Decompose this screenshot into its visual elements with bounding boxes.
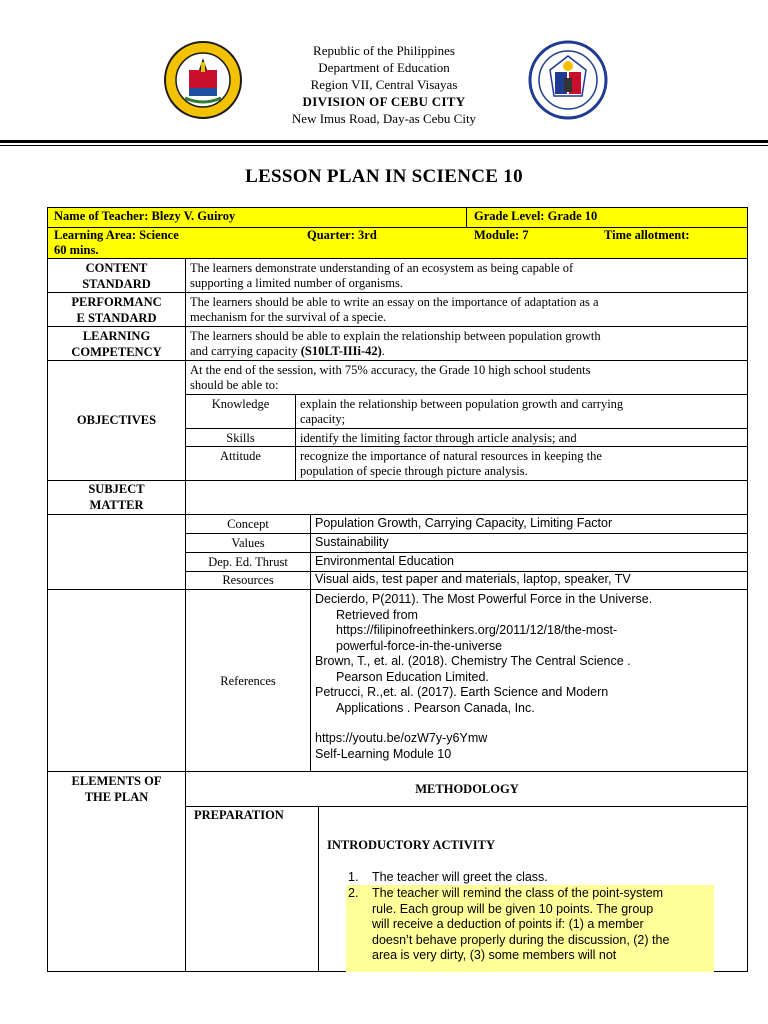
reference-line: Pearson Education Limited.: [336, 669, 489, 684]
step-1: [348, 870, 548, 886]
division-address: New Imus Road, Day-as Cebu City: [291, 111, 477, 126]
row-divider: [47, 360, 748, 361]
time-allotment-value: 60 mins.: [54, 243, 99, 257]
elements-of-plan-label: [48, 774, 185, 805]
text-line: supporting a limited number of organisms.: [190, 276, 403, 290]
row-divider: [47, 514, 748, 515]
time-allotment-label: Time allotment:: [604, 228, 690, 242]
text-line: rule. Each group will be given 10 points. The group: [372, 901, 654, 916]
objective-domain-knowledge: Knowledge: [211, 397, 270, 411]
row-divider: [47, 771, 748, 772]
learning-competency-text: [190, 329, 601, 359]
text-line: area is very dirty, (3) some members will not: [372, 948, 617, 962]
concept-label: Concept: [227, 517, 269, 531]
reference-line: Self-Learning Module 10: [315, 746, 452, 761]
row-divider: [185, 446, 748, 447]
text-segment: .: [381, 344, 385, 358]
objectives-intro: [190, 363, 590, 393]
row-divider: [47, 292, 748, 293]
learning-area: Learning Area: Science: [54, 228, 179, 242]
values-label: Values: [231, 536, 265, 550]
reference-line: Applications . Pearson Canada, Inc.: [336, 700, 535, 715]
thrust-value: Environmental Education: [315, 554, 454, 568]
text-line: The teacher will remind the class of the point-system: [372, 886, 664, 900]
text-line: mechanism for the survival of a specie.: [190, 310, 387, 324]
performance-standard-label: [48, 295, 185, 326]
header-line-3: Region VII, Central Visayas: [310, 77, 458, 92]
row-divider: [185, 533, 748, 534]
col-divider: [310, 514, 311, 771]
reference-line: Brown, T., et. al. (2018). Chemistry The Central Science .: [315, 654, 631, 668]
agency-header: [200, 42, 568, 127]
quarter: Quarter: 3rd: [307, 228, 377, 242]
label-line: E STANDARD: [76, 311, 157, 325]
reference-link: https://filipinofreethinkers.org/2011/12/18/the-most-: [336, 623, 618, 637]
text-line: The learners should be able to write an essay on the importance of adaptation as a: [190, 295, 599, 309]
step-number: 2.: [348, 886, 359, 900]
label-line: ELEMENTS OF: [71, 774, 162, 788]
objective-attitude-text: [300, 449, 602, 479]
header-line-2: Department of Education: [318, 60, 450, 75]
reference-link: https://youtu.be/ozW7y-y6Ymw: [315, 731, 488, 745]
label-line: CONTENT: [85, 261, 148, 275]
row-divider: [185, 552, 748, 553]
content-standard-label: [48, 261, 185, 292]
row-divider: [47, 258, 748, 259]
text-line: population of specie through picture analysis.: [300, 464, 528, 478]
col-divider: [466, 207, 467, 227]
step-text: [372, 886, 669, 964]
objective-domain-skills: Skills: [226, 431, 255, 445]
spacer: [315, 716, 740, 731]
text-line: recognize the importance of natural resources in keeping the: [300, 449, 602, 463]
label-line: COMPETENCY: [71, 345, 162, 359]
learning-competency-label: [48, 329, 185, 360]
row-divider: [185, 428, 748, 429]
objectives-label: OBJECTIVES: [76, 413, 157, 427]
label-line: MATTER: [89, 498, 144, 512]
text-line: The learners demonstrate understanding of an ecosystem as being capable of: [190, 261, 574, 275]
step-number: 1.: [348, 870, 359, 884]
label-line: SUBJECT: [88, 482, 145, 496]
reference-line: Petrucci, R.,et. al. (2017). Earth Science and Modern: [315, 685, 609, 699]
text-line: At the end of the session, with 75% accuracy, the Grade 10 high school students: [190, 363, 591, 377]
label-line: THE PLAN: [84, 790, 149, 804]
thrust-label: Dep. Ed. Thrust: [208, 555, 288, 569]
header-rule-thin: [0, 145, 768, 146]
text-line: The learners should be able to explain the relationship between population growth: [190, 329, 601, 343]
division-name: DIVISION OF CEBU CITY: [302, 94, 466, 109]
competency-code: (S10LT-IIIi-42): [300, 344, 382, 358]
values-value: Sustainability: [315, 535, 389, 549]
header-rule-thick: [0, 140, 768, 143]
col-divider: [295, 394, 296, 480]
text-line: should be able to:: [190, 378, 279, 392]
objective-domain-attitude: Attitude: [220, 449, 261, 463]
reference-line: powerful-force-in-the-universe: [336, 638, 503, 653]
text-line: [190, 344, 601, 359]
module: Module: 7: [474, 228, 529, 242]
col-divider: [318, 806, 319, 972]
col-divider: [185, 258, 186, 972]
row-divider: [185, 806, 748, 807]
objective-knowledge-text: [300, 397, 623, 427]
grade-level: Grade Level: Grade 10: [474, 209, 598, 223]
subject-matter-label: [48, 482, 185, 513]
row-divider: [47, 326, 748, 327]
text-segment: and carrying capacity: [190, 344, 301, 358]
introductory-activity-title: INTRODUCTORY ACTIVITY: [327, 838, 495, 852]
label-line: STANDARD: [82, 277, 151, 291]
text-line: explain the relationship between population growth and carrying: [300, 397, 624, 411]
step-2: [348, 886, 669, 964]
resources-value: Visual aids, test paper and materials, laptop, speaker, TV: [315, 572, 631, 586]
row-divider: [47, 589, 748, 590]
references-label: References: [220, 674, 276, 688]
step-text: The teacher will greet the class.: [372, 870, 548, 884]
resources-label: Resources: [222, 573, 274, 587]
performance-standard-text: [190, 295, 599, 325]
text-line: capacity;: [300, 412, 346, 426]
preparation-label: PREPARATION: [194, 808, 284, 822]
methodology-heading: METHODOLOGY: [415, 782, 519, 796]
text-line: will receive a deduction of points if: (1) a member: [372, 917, 644, 931]
label-line: PERFORMANC: [71, 295, 162, 309]
row-divider: [185, 394, 748, 395]
text-line: doesn’t behave properly during the discussion, (2) the: [372, 932, 670, 947]
concept-value: Population Growth, Carrying Capacity, Limiting Factor: [315, 516, 613, 530]
header-line-1: Republic of the Philippines: [313, 43, 455, 58]
references-list: [315, 592, 740, 762]
teacher-name: Name of Teacher: Blezy V. Guiroy: [54, 209, 236, 223]
objective-skills-text: identify the limiting factor through article analysis; and: [300, 431, 577, 445]
label-line: LEARNING: [82, 329, 151, 343]
reference-line: Decierdo, P(2011). The Most Powerful Force in the Universe.: [315, 592, 653, 606]
document-title: LESSON PLAN IN SCIENCE 10: [245, 166, 523, 187]
content-standard-text: [190, 261, 573, 291]
row-divider: [47, 480, 748, 481]
reference-line: Retrieved from: [336, 607, 418, 622]
